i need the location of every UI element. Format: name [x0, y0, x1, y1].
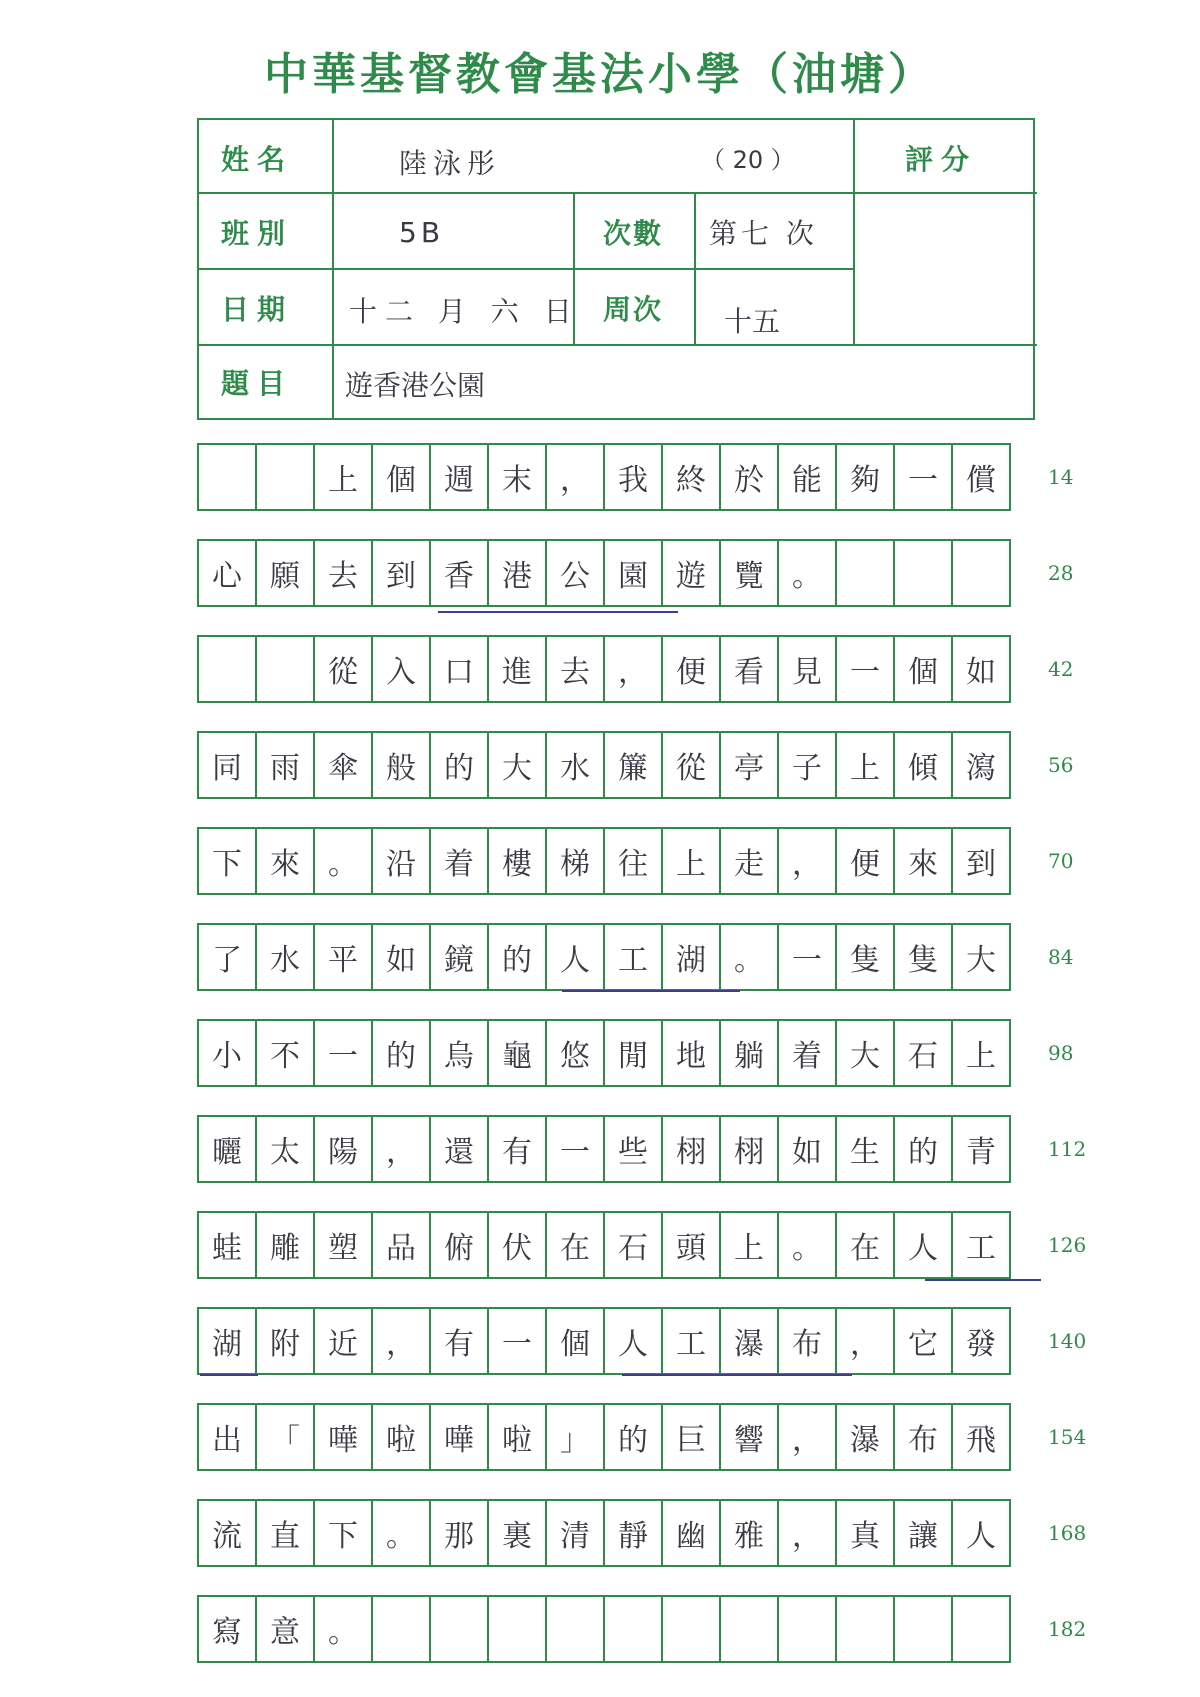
grid-cell: 湖: [197, 1307, 257, 1375]
grid-cell: ，: [777, 1499, 837, 1567]
grid-cell: [603, 1595, 663, 1663]
grid-cell: 如: [951, 635, 1011, 703]
grid-cell: 個: [893, 635, 953, 703]
grid-cell: 公: [545, 539, 605, 607]
grid-cell: 一: [487, 1307, 547, 1375]
grid-cell: 人: [545, 923, 605, 991]
grid-cell: 上: [835, 731, 895, 799]
grid-cell: [545, 1595, 605, 1663]
grid-cell: 大: [951, 923, 1011, 991]
grid-cell: 靜: [603, 1499, 663, 1567]
grid-cell: 心: [197, 539, 257, 607]
grid-cell: 香: [429, 539, 489, 607]
grid-cell: 嘩: [313, 1403, 373, 1471]
grid-cell: 上: [951, 1019, 1011, 1087]
grid-cell: 直: [255, 1499, 315, 1567]
grid-cell: [719, 1595, 779, 1663]
grid-cell: 夠: [835, 443, 895, 511]
grid-cell: 」: [545, 1403, 605, 1471]
row-count: 168: [1048, 1521, 1087, 1545]
grid-cell: 巨: [661, 1403, 721, 1471]
underline-artificial-2: [200, 1374, 258, 1376]
grid-cell: 的: [429, 731, 489, 799]
grid-cell: 有: [429, 1307, 489, 1375]
grid-cell: [835, 539, 895, 607]
grid-cell: 。: [313, 1595, 373, 1663]
grid-cell: 。: [371, 1499, 431, 1567]
grid-cell: 一: [777, 923, 837, 991]
grid-cell: 。: [719, 923, 779, 991]
grid-cell: 栩: [719, 1115, 779, 1183]
grid-cell: 入: [371, 635, 431, 703]
grid-cell: 幽: [661, 1499, 721, 1567]
grid-cell: 見: [777, 635, 837, 703]
grid-cell: 瀑: [719, 1307, 779, 1375]
grid-cell: 着: [429, 827, 489, 895]
grid-cell: 上: [313, 443, 373, 511]
grid-cell: 讓: [893, 1499, 953, 1567]
grid-cell: 悠: [545, 1019, 605, 1087]
grid-cell: ，: [371, 1115, 431, 1183]
grid-cell: ，: [777, 1403, 837, 1471]
grid-cell: 雕: [255, 1211, 315, 1279]
grid-cell: 便: [661, 635, 721, 703]
row-count: 28: [1048, 561, 1074, 585]
row-count: 56: [1048, 753, 1074, 777]
class-value: 5B: [399, 216, 445, 249]
grid-cell: 個: [545, 1307, 605, 1375]
row-count: 154: [1048, 1425, 1087, 1449]
student-number: （ 20 ）: [701, 146, 795, 174]
grid-cell: 出: [197, 1403, 257, 1471]
grid-cell: 流: [197, 1499, 257, 1567]
grid-cell: 便: [835, 827, 895, 895]
label-class: 班別: [221, 217, 294, 250]
grid-cell: ，: [545, 443, 605, 511]
grid-cell: 雅: [719, 1499, 779, 1567]
row-count: 42: [1048, 657, 1074, 681]
grid-cell: 水: [545, 731, 605, 799]
grid-cell: 真: [835, 1499, 895, 1567]
grid-cell: 一: [313, 1019, 373, 1087]
grid-cell: 園: [603, 539, 663, 607]
underline-hong-kong-park: [438, 611, 678, 613]
grid-cell: [255, 635, 315, 703]
grid-cell: 啦: [371, 1403, 431, 1471]
grid-row: [197, 443, 1035, 511]
grid-cell: 清: [545, 1499, 605, 1567]
grid-cell: [893, 539, 953, 607]
grid-cell: 工: [603, 923, 663, 991]
grid-cell: [835, 1595, 895, 1663]
grid-cell: 於: [719, 443, 779, 511]
grid-cell: ，: [777, 827, 837, 895]
grid-cell: 終: [661, 443, 721, 511]
grid-cell: 嘩: [429, 1403, 489, 1471]
grid-cell: [371, 1595, 431, 1663]
grid-cell: 啦: [487, 1403, 547, 1471]
grid-cell: 烏: [429, 1019, 489, 1087]
grid-cell: 。: [777, 1211, 837, 1279]
grid-cell: 同: [197, 731, 257, 799]
grid-cell: 它: [893, 1307, 953, 1375]
grid-cell: 。: [777, 539, 837, 607]
grid-cell: ，: [835, 1307, 895, 1375]
underline-artificial-1: [925, 1279, 1041, 1281]
grid-cell: 到: [371, 539, 431, 607]
grid-cell: 隻: [893, 923, 953, 991]
grid-cell: 的: [603, 1403, 663, 1471]
grid-cell: 水: [255, 923, 315, 991]
grid-cell: 栩: [661, 1115, 721, 1183]
grid-cell: ，: [603, 635, 663, 703]
grid-cell: 如: [777, 1115, 837, 1183]
grid-cell: 覽: [719, 539, 779, 607]
grid-cell: 龜: [487, 1019, 547, 1087]
grid-cell: [197, 635, 257, 703]
grid-cell: 從: [313, 635, 373, 703]
grid-cell: 近: [313, 1307, 373, 1375]
grid-cell: 布: [777, 1307, 837, 1375]
grid-cell: 石: [603, 1211, 663, 1279]
grid-cell: [255, 443, 315, 511]
grid-cell: 沿: [371, 827, 431, 895]
grid-cell: 太: [255, 1115, 315, 1183]
grid-cell: 曬: [197, 1115, 257, 1183]
grid-cell: 了: [197, 923, 257, 991]
grid-cell: 人: [951, 1499, 1011, 1567]
grid-cell: [487, 1595, 547, 1663]
grid-cell: 小: [197, 1019, 257, 1087]
grid-cell: 下: [197, 827, 257, 895]
grid-cell: 躺: [719, 1019, 779, 1087]
grid-cell: [951, 539, 1011, 607]
grid-cell: 的: [371, 1019, 431, 1087]
grid-cell: 遊: [661, 539, 721, 607]
underline-artificial-lake: [562, 990, 740, 992]
grid-cell: [893, 1595, 953, 1663]
grid-cell: 樓: [487, 827, 547, 895]
label-week: 周次: [603, 293, 664, 326]
grid-cell: 末: [487, 443, 547, 511]
grid-cell: 俯: [429, 1211, 489, 1279]
grid-cell: [777, 1595, 837, 1663]
grid-cell: 飛: [951, 1403, 1011, 1471]
times-value: 第七 次: [709, 217, 818, 250]
grid-cell: 亭: [719, 731, 779, 799]
grid-cell: 地: [661, 1019, 721, 1087]
grid-row: [197, 731, 1035, 799]
grid-cell: 的: [893, 1115, 953, 1183]
label-name: 姓名: [221, 143, 294, 176]
grid-cell: 一: [545, 1115, 605, 1183]
header-form: [197, 118, 1035, 420]
grid-cell: 雨: [255, 731, 315, 799]
student-name: 陸泳彤: [399, 147, 502, 180]
grid-row: [197, 539, 1035, 607]
grid-cell: [197, 443, 257, 511]
grid-cell: 如: [371, 923, 431, 991]
row-count: 98: [1048, 1041, 1074, 1065]
grid-cell: 來: [893, 827, 953, 895]
row-count: 140: [1048, 1329, 1087, 1353]
grid-cell: 來: [255, 827, 315, 895]
grid-cell: 在: [835, 1211, 895, 1279]
grid-cell: 瀉: [951, 731, 1011, 799]
grid-cell: 償: [951, 443, 1011, 511]
label-topic: 題目: [221, 367, 294, 400]
grid-cell: 一: [835, 635, 895, 703]
week-value: 十五: [724, 305, 781, 338]
grid-cell: 塑: [313, 1211, 373, 1279]
grid-row: [197, 1019, 1035, 1087]
grid-cell: 裏: [487, 1499, 547, 1567]
grid-cell: 我: [603, 443, 663, 511]
grid-row: [197, 1115, 1035, 1183]
grid-row: [197, 827, 1035, 895]
grid-cell: 着: [777, 1019, 837, 1087]
grid-cell: [429, 1595, 489, 1663]
grid-row: [197, 1307, 1035, 1375]
grid-cell: 有: [487, 1115, 547, 1183]
grid-cell: 陽: [313, 1115, 373, 1183]
grid-cell: 還: [429, 1115, 489, 1183]
grid-cell: 「: [255, 1403, 315, 1471]
row-count: 14: [1048, 465, 1074, 489]
grid-cell: 鏡: [429, 923, 489, 991]
grid-cell: 青: [951, 1115, 1011, 1183]
grid-cell: 人: [893, 1211, 953, 1279]
underline-artificial-waterfall: [622, 1374, 852, 1376]
grid-cell: 走: [719, 827, 779, 895]
grid-cell: 子: [777, 731, 837, 799]
grid-cell: 大: [487, 731, 547, 799]
topic-value: 遊香港公園: [345, 369, 486, 402]
grid-cell: 上: [661, 827, 721, 895]
grid-row: [197, 635, 1035, 703]
grid-cell: 簾: [603, 731, 663, 799]
grid-cell: 到: [951, 827, 1011, 895]
grid-row: [197, 1211, 1035, 1279]
grid-cell: 意: [255, 1595, 315, 1663]
grid-cell: 那: [429, 1499, 489, 1567]
date-value: 十二 月 六 日: [349, 295, 580, 328]
grid-cell: 些: [603, 1115, 663, 1183]
grid-cell: 傾: [893, 731, 953, 799]
grid-cell: 隻: [835, 923, 895, 991]
grid-cell: 湖: [661, 923, 721, 991]
grid-cell: 工: [951, 1211, 1011, 1279]
grid-row: [197, 1403, 1035, 1471]
grid-cell: 進: [487, 635, 547, 703]
grid-cell: 上: [719, 1211, 779, 1279]
grid-cell: [951, 1595, 1011, 1663]
grid-cell: 下: [313, 1499, 373, 1567]
grid-cell: 去: [545, 635, 605, 703]
label-times: 次數: [603, 217, 664, 250]
grid-cell: 不: [255, 1019, 315, 1087]
row-count: 84: [1048, 945, 1074, 969]
grid-cell: 品: [371, 1211, 431, 1279]
grid-cell: 港: [487, 539, 547, 607]
grid-cell: ，: [371, 1307, 431, 1375]
grid-cell: 一: [893, 443, 953, 511]
row-count: 126: [1048, 1233, 1087, 1257]
grid-cell: 蛙: [197, 1211, 257, 1279]
grid-cell: 瀑: [835, 1403, 895, 1471]
grid-cell: 往: [603, 827, 663, 895]
grid-cell: 頭: [661, 1211, 721, 1279]
grid-cell: 的: [487, 923, 547, 991]
grid-cell: 響: [719, 1403, 779, 1471]
grid-cell: 布: [893, 1403, 953, 1471]
grid-cell: 伏: [487, 1211, 547, 1279]
grid-cell: 大: [835, 1019, 895, 1087]
row-count: 70: [1048, 849, 1074, 873]
grid-cell: 個: [371, 443, 431, 511]
grid-cell: 從: [661, 731, 721, 799]
grid-cell: 發: [951, 1307, 1011, 1375]
grid-cell: 看: [719, 635, 779, 703]
grid-cell: 去: [313, 539, 373, 607]
grid-cell: 。: [313, 827, 373, 895]
school-title: 中華基督教會基法小學（油塘）: [264, 49, 936, 100]
grid-cell: 平: [313, 923, 373, 991]
grid-row: [197, 923, 1035, 991]
label-date: 日期: [221, 293, 294, 326]
grid-cell: 寫: [197, 1595, 257, 1663]
grid-cell: 生: [835, 1115, 895, 1183]
grid-cell: 梯: [545, 827, 605, 895]
grid-cell: 人: [603, 1307, 663, 1375]
label-score: 評分: [905, 143, 978, 176]
grid-cell: 附: [255, 1307, 315, 1375]
grid-cell: 能: [777, 443, 837, 511]
grid-cell: 口: [429, 635, 489, 703]
grid-cell: 石: [893, 1019, 953, 1087]
grid-cell: 閒: [603, 1019, 663, 1087]
grid-cell: 工: [661, 1307, 721, 1375]
grid-cell: 傘: [313, 731, 373, 799]
row-count: 182: [1048, 1617, 1087, 1641]
grid-cell: 在: [545, 1211, 605, 1279]
grid-row: [197, 1499, 1035, 1567]
grid-row: [197, 1595, 1035, 1663]
grid-cell: 週: [429, 443, 489, 511]
grid-cell: 願: [255, 539, 315, 607]
grid-cell: 般: [371, 731, 431, 799]
grid-cell: [661, 1595, 721, 1663]
row-count: 112: [1048, 1137, 1087, 1161]
